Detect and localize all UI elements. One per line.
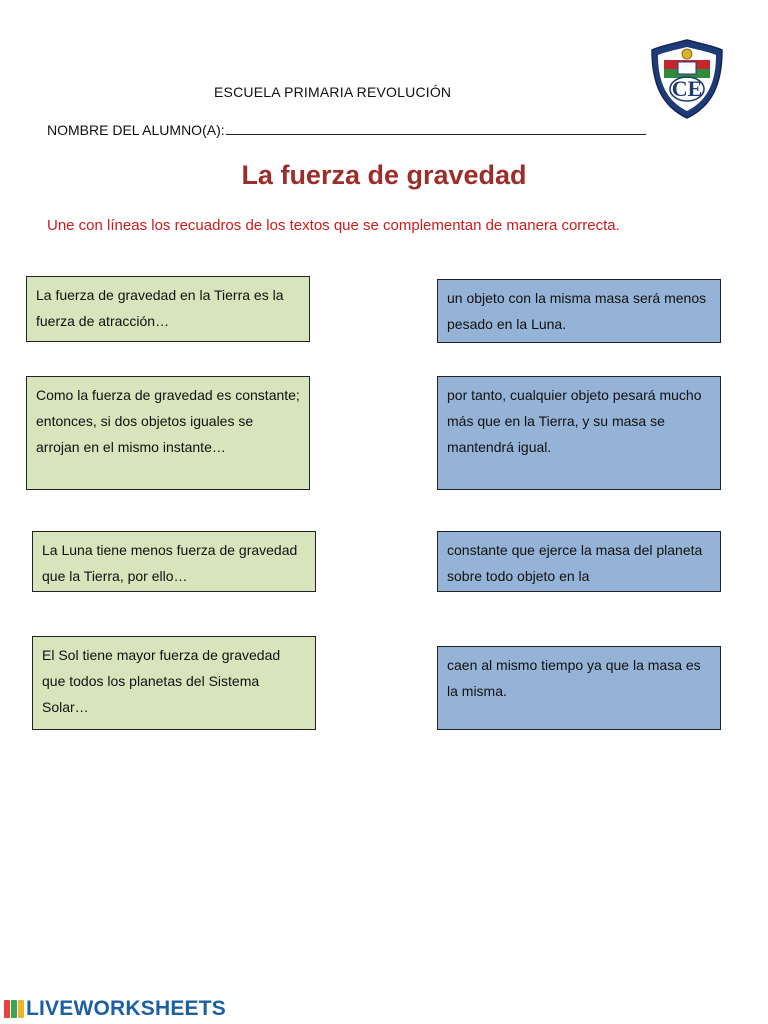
student-name-row (47, 121, 646, 138)
left-box-1[interactable]: La fuerza de gravedad en la Tierra es la fuerza de atracción… (26, 276, 310, 342)
footer-brand (4, 996, 226, 1022)
svg-text:CE: CE (671, 76, 703, 101)
liveworksheets-logo-icon (4, 998, 24, 1020)
right-box-4[interactable]: caen al mismo tiempo ya que la masa es la misma. (437, 646, 721, 730)
worksheet-title: La fuerza de gravedad (241, 160, 527, 190)
student-name-label: NOMBRE DEL ALUMNO(A): (47, 122, 225, 138)
left-box-3[interactable]: La Luna tiene menos fuerza de gravedad que la Tierra, por ello… (32, 531, 316, 592)
instructions: Une con líneas los recuadros de los textos que se complementan de manera correcta. (47, 217, 620, 234)
brand-name: LIVEWORKSHEETS (26, 997, 226, 1020)
left-box-2[interactable]: Como la fuerza de gravedad es constante; entonces, si dos objetos iguales se arrojan en el mismo instante… (26, 376, 310, 490)
school-crest-icon (650, 38, 724, 120)
right-box-3[interactable]: constante que ejerce la masa del planeta sobre todo objeto en la (437, 531, 721, 592)
left-box-4[interactable]: El Sol tiene mayor fuerza de gravedad que todos los planetas del Sistema Solar… (32, 636, 316, 730)
school-name: ESCUELA PRIMARIA REVOLUCIÓN (214, 84, 452, 100)
right-box-1[interactable]: un objeto con la misma masa será menos pesado en la Luna. (437, 279, 721, 343)
right-box-2[interactable]: por tanto, cualquier objeto pesará mucho más que en la Tierra, y su masa se mantendrá igual. (437, 376, 721, 490)
student-name-line (226, 121, 646, 135)
